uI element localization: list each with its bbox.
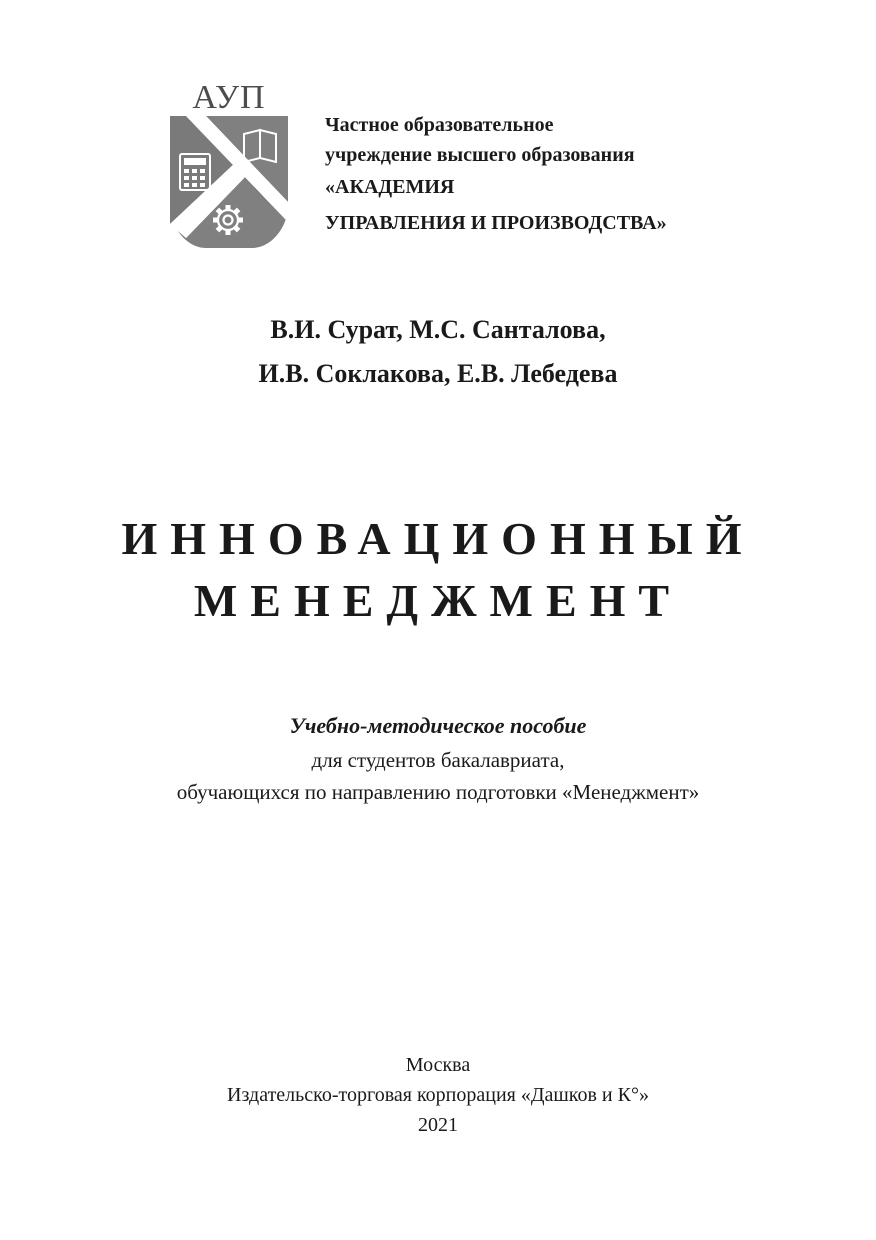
organization-name (325, 110, 667, 238)
imprint-year: 2021 (418, 1114, 458, 1136)
logo-text: АУП (192, 79, 266, 116)
title-line-1: ИННОВАЦИОННЫЙ (121, 513, 755, 564)
logo-shield (166, 114, 292, 252)
organization-line-3: «АКАДЕМИЯ (325, 176, 455, 198)
imprint (0, 1050, 876, 1140)
imprint-city: Москва (405, 1054, 471, 1076)
authors (0, 308, 876, 396)
imprint-publisher: Издательско-торговая корпорация «Дашков и К°» (227, 1084, 649, 1106)
book-title (0, 508, 876, 632)
authors-line-1: В.И. Сурат, М.С. Санталова, (270, 315, 606, 344)
authors-line-2: И.В. Соклакова, Е.В. Лебедева (258, 359, 618, 388)
book-subtitle (0, 708, 876, 808)
subtitle-line-2: для студентов бакалавриата, (311, 748, 565, 772)
organization-line-4: УПРАВЛЕНИЯ И ПРОИЗВОДСТВА» (325, 212, 667, 234)
organization-line-2: учреждение высшего образования (325, 144, 635, 166)
title-line-2: МЕНЕДЖМЕНТ (193, 575, 683, 626)
academy-logo (166, 80, 292, 255)
organization-line-1: Частное образовательное (325, 114, 554, 136)
subtitle-line-3: обучающихся по направлению подготовки «Менеджмент» (176, 780, 700, 804)
publication-kind: Учебно-методическое пособие (289, 713, 587, 738)
